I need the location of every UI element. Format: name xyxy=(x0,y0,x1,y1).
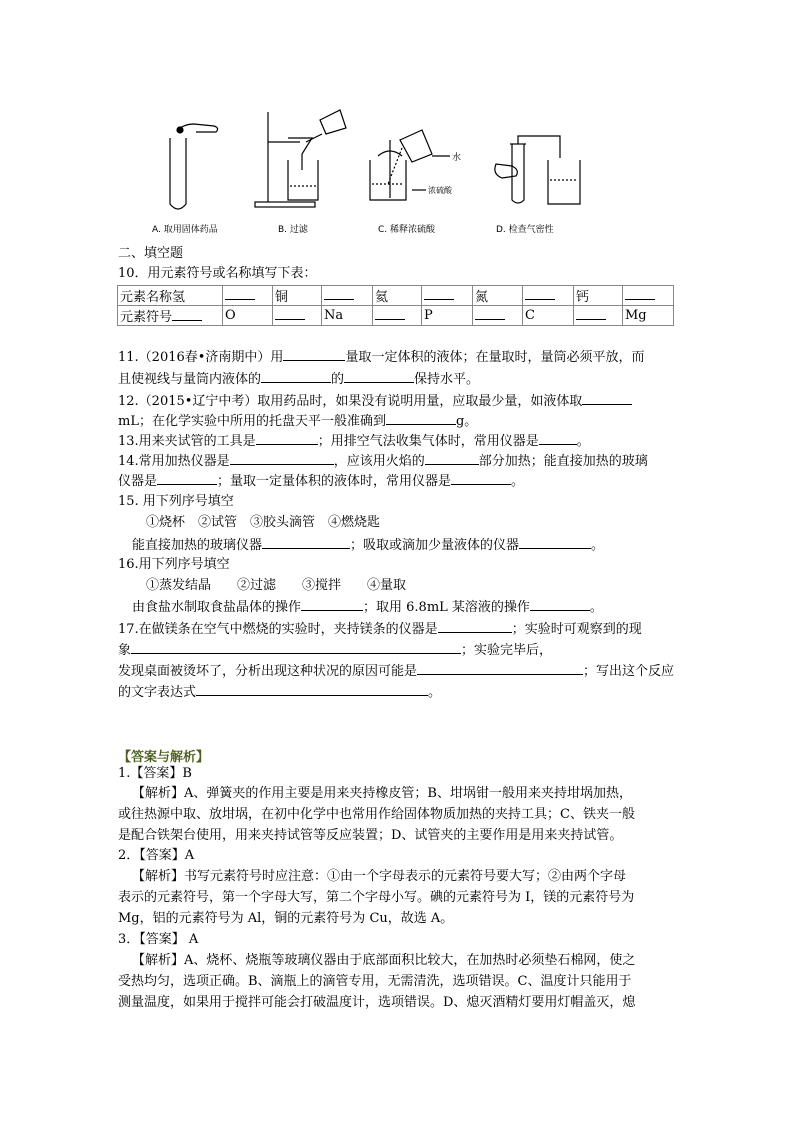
label-water: 水 xyxy=(452,153,462,163)
answer-blank[interactable] xyxy=(539,432,577,445)
answer-blank[interactable] xyxy=(262,536,350,549)
figure-a-test-tube xyxy=(170,124,218,209)
table-cell xyxy=(422,286,473,306)
q14-line-1 xyxy=(118,452,648,470)
q14-text: 部分加热；能直接加热的玻璃 xyxy=(478,454,648,469)
answer-blank[interactable] xyxy=(256,432,318,445)
figure-d-airtightness xyxy=(495,136,580,204)
q14-text: ；量取一定量体积的液体时，常用仪器是 xyxy=(217,474,452,489)
q16-options: ①蒸发结晶 ②过滤 ③搅拌 ④量取 xyxy=(146,578,407,593)
q12-text: mL；在化学实验中所用的托盘天平一般准确到 xyxy=(118,414,386,429)
table-cell xyxy=(473,306,523,326)
answer-blank[interactable] xyxy=(172,308,202,321)
q13-text: 13.用来夹试管的工具是 xyxy=(118,434,256,449)
answer-1-line-3: 是配合铁架台使用，用来夹持试管等反应装置；D、试管夹的主要作用是用来夹持试管。 xyxy=(118,828,623,843)
q13-text: ；用排空气法收集气体时，常用仪器是 xyxy=(317,434,539,449)
q15-options: ①烧杯 ②试管 ③胶头滴管 ④燃烧匙 xyxy=(146,515,381,530)
q14-text: 14.常用加热仪器是 xyxy=(118,454,230,469)
q17-text: ；写出这个反应 xyxy=(583,664,675,679)
answer-blank[interactable] xyxy=(425,452,479,465)
q16-line xyxy=(132,598,603,616)
section-fill-in-title: 二、填空题 xyxy=(118,246,184,261)
answer-2-line-3: Mg，铝的元素符号为 Al，铜的元素符号为 Cu，故选 A。 xyxy=(118,911,454,926)
answer-blank[interactable] xyxy=(625,287,655,300)
q11-text: 的 xyxy=(331,372,345,387)
q17-line-1 xyxy=(118,620,642,638)
answer-blank[interactable] xyxy=(301,598,363,611)
answer-blank[interactable] xyxy=(417,662,583,675)
answer-blank[interactable] xyxy=(386,412,456,425)
answer-3-line-3: 测量温度，如果用于搅拌可能会打破温度计，选项错误。D、熄灭酒精灯要用灯帽盖灭，熄 xyxy=(118,995,636,1010)
answer-blank[interactable] xyxy=(475,307,505,320)
table-cell xyxy=(322,286,373,306)
answer-blank[interactable] xyxy=(225,287,255,300)
answers-title: 【答案与解析】 xyxy=(118,750,210,765)
q14-text: ，应该用火焰的 xyxy=(333,454,425,469)
element-table xyxy=(117,285,674,326)
q11-text: 且使视线与量筒内液体的 xyxy=(118,372,262,387)
table-cell xyxy=(574,306,623,326)
lab-illustrations xyxy=(150,100,630,220)
table-cell xyxy=(223,286,273,306)
answer-blank[interactable] xyxy=(344,370,414,383)
table-cell xyxy=(373,306,422,326)
q10-text: 10．用元素符号或名称填写下表： xyxy=(118,266,317,281)
caption-d: D. 检查气密性 xyxy=(496,225,554,235)
answer-2-line-2: 表示的元素符号，第一个字母大写，第二个字母小写。碘的元素符号为 I，镁的元素符号为 xyxy=(118,890,635,905)
answer-blank[interactable] xyxy=(519,536,591,549)
answer-blank[interactable] xyxy=(283,348,345,361)
q14-text: 仪器是 xyxy=(118,474,158,489)
answer-blank[interactable] xyxy=(582,392,632,405)
caption-a: A. 取用固体药品 xyxy=(152,225,218,235)
answer-2-line-1: 【解析】书写元素符号时应注意：①由一个字母表示的元素符号要大写；②由两个字母 xyxy=(132,869,627,884)
q15-line xyxy=(132,536,604,554)
q11-line-1 xyxy=(118,348,644,366)
answer-3-head: 3．【答案】 A xyxy=(118,932,199,947)
q11-text: 保持水平。 xyxy=(414,372,480,387)
q15-text: ；吸取或滴加少量液体的仪器 xyxy=(350,538,520,553)
answer-blank[interactable] xyxy=(261,370,331,383)
table-cell: O xyxy=(223,306,273,326)
q12-text: 12.（2015•辽宁中考）取用药品时，如果没有说明用量，应取最少量，如液体取 xyxy=(118,394,583,409)
q12-line-1 xyxy=(118,392,632,410)
q17-text: 的文字表达式 xyxy=(118,685,197,700)
table-cell: 氦 xyxy=(373,286,422,306)
table-cell xyxy=(273,306,322,326)
answer-1-line-2: 或往热源中取、放坩埚，在初中化学中也常用作给固体物质加热的夹持工具；C、铁夹一般 xyxy=(118,807,635,822)
q11-text: 量取一定体积的液体；在量取时，量筒必须平放，而 xyxy=(345,350,645,365)
table-row xyxy=(118,306,674,326)
answer-blank[interactable] xyxy=(438,620,512,633)
answer-blank[interactable] xyxy=(131,641,461,654)
q17-text: 象 xyxy=(118,643,132,658)
table-cell: 氮 xyxy=(473,286,523,306)
q11-text: 11.（2016春•济南期中）用 xyxy=(118,350,284,365)
answer-1-head: 1.【答案】B xyxy=(118,766,192,781)
table-row xyxy=(118,286,674,306)
q16-text: 。 xyxy=(589,600,603,615)
answer-blank[interactable] xyxy=(196,683,428,696)
answer-1-line-1: 【解析】A、弹簧夹的作用主要是用来夹持橡皮管；B、坩埚钳一般用来夹持坩埚加热， xyxy=(132,786,632,801)
q14-line-2 xyxy=(118,472,524,490)
table-cell: Mg xyxy=(623,306,674,326)
table-cell: 元素名称氢 xyxy=(118,286,223,306)
table-cell: Na xyxy=(322,306,373,326)
table-cell-label: 元素符号 xyxy=(120,310,173,325)
q15-text: 能直接加热的玻璃仪器 xyxy=(132,538,263,553)
q17-text: ；实验完毕后， xyxy=(461,643,553,658)
q12-text: g。 xyxy=(455,414,478,429)
table-cell: 铜 xyxy=(273,286,322,306)
table-cell: P xyxy=(422,306,473,326)
table-cell xyxy=(623,286,674,306)
q15-title: 15. 用下列序号填空 xyxy=(118,494,234,509)
table-cell xyxy=(118,306,223,326)
q16-text: 由食盐水制取食盐晶体的操作 xyxy=(132,600,302,615)
answer-2-head: 2．【答案】A xyxy=(118,848,195,863)
answer-blank[interactable] xyxy=(424,287,454,300)
caption-b: B. 过滤 xyxy=(278,225,308,235)
answer-blank[interactable] xyxy=(451,472,511,485)
q12-line-2 xyxy=(118,412,477,430)
label-acid: 浓硫酸 xyxy=(428,186,452,195)
table-cell: 钙 xyxy=(574,286,623,306)
q17-text: ；实验时可观察到的现 xyxy=(511,622,642,637)
q17-text: 。 xyxy=(428,685,442,700)
experiment-figures xyxy=(150,100,630,235)
q17-line-4 xyxy=(118,683,441,701)
answer-blank[interactable] xyxy=(324,287,354,300)
q17-text: 17.在做镁条在空气中燃烧的实验时，夹持镁条的仪器是 xyxy=(118,622,438,637)
q16-text: ；取用 6.8mL 某溶液的操作 xyxy=(363,600,530,615)
answer-blank[interactable] xyxy=(157,472,217,485)
q17-line-3 xyxy=(118,662,674,680)
table-cell xyxy=(523,286,574,306)
answer-3-line-2: 受热均匀，选项正确。B、滴瓶上的滴管专用，无需清洗，选项错误。C、温度计只能用于 xyxy=(118,974,632,989)
q15-text: 。 xyxy=(591,538,605,553)
figure-b-filtration xyxy=(255,110,346,207)
q13-line xyxy=(118,432,590,450)
q13-text: 。 xyxy=(576,434,590,449)
answer-blank[interactable] xyxy=(525,287,555,300)
q14-text: 。 xyxy=(511,474,525,489)
q17-line-2 xyxy=(118,641,552,659)
answer-blank[interactable] xyxy=(230,452,334,465)
table-cell: C xyxy=(523,306,574,326)
answer-blank[interactable] xyxy=(576,307,606,320)
q16-title: 16.用下列序号填空 xyxy=(118,557,230,572)
answer-blank[interactable] xyxy=(275,307,305,320)
answer-blank[interactable] xyxy=(530,598,590,611)
q11-line-2 xyxy=(118,370,479,388)
q17-text: 发现桌面被烫坏了，分析出现这种状况的原因可能是 xyxy=(118,664,418,679)
answer-blank[interactable] xyxy=(375,307,405,320)
answer-3-line-1: 【解析】A、烧杯、烧瓶等玻璃仪器由于底部面积比较大，在加热时必须垫石棉网，使之 xyxy=(132,953,636,968)
caption-c: C. 稀释浓硫酸 xyxy=(378,225,436,235)
